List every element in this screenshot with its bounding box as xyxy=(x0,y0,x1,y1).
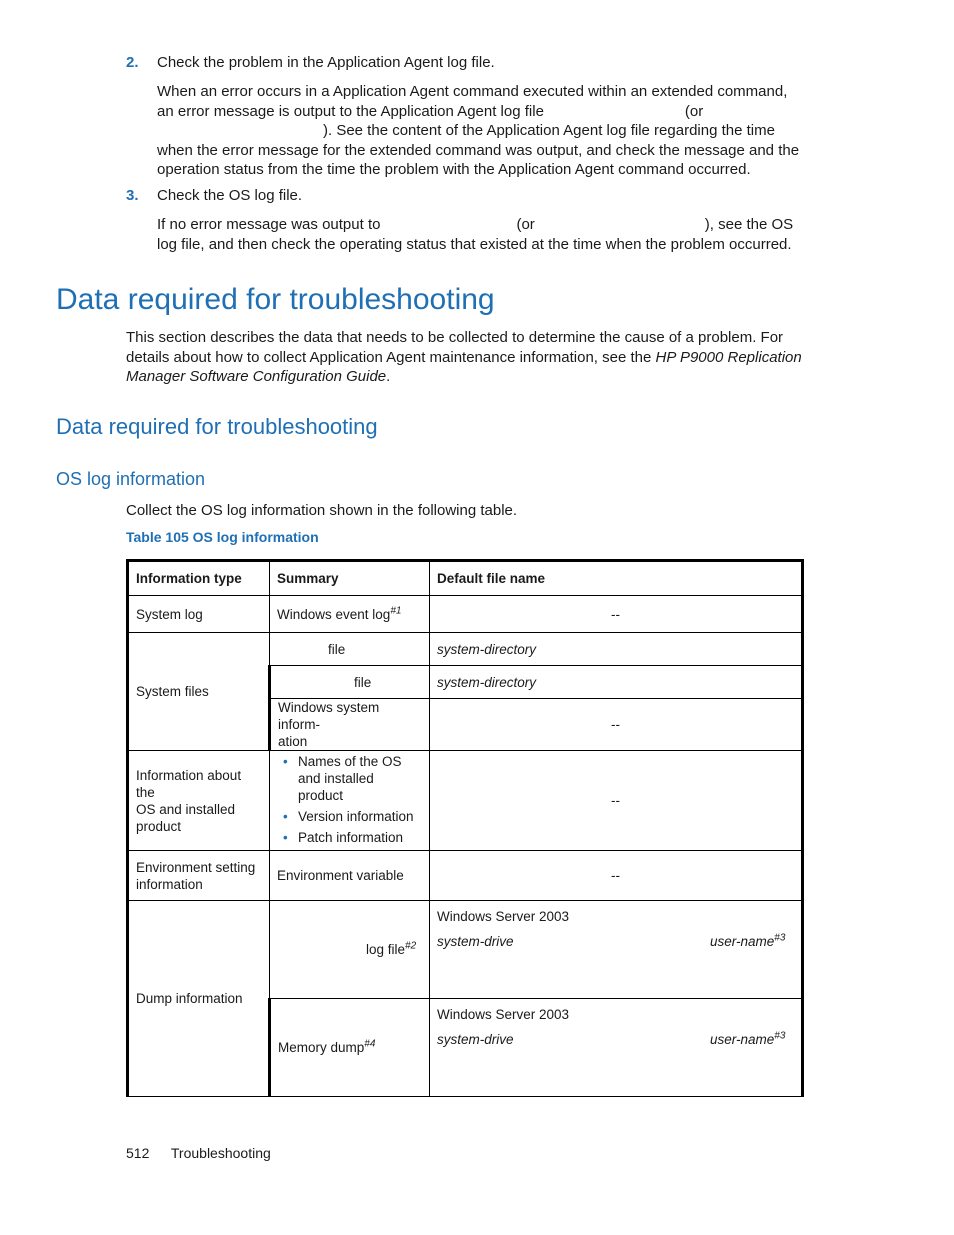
cell-summary: file xyxy=(270,633,430,666)
step-2-line: ). See the content of the Application Agent log file regarding the time xyxy=(323,122,775,139)
cell-summary xyxy=(270,751,430,851)
bullet-list xyxy=(277,753,422,846)
step-2-line: operation status from the time the problem with the Application Agent command occurred. xyxy=(157,161,751,178)
collect-text: Collect the OS log information shown in the following table. xyxy=(126,502,518,519)
cell-summary: Windows system inform- ation xyxy=(270,699,430,751)
cell-type: Environment setting information xyxy=(128,851,270,901)
step-2-body xyxy=(157,82,807,180)
page-number: 512 xyxy=(126,1145,150,1161)
cell-summary: Environment variable xyxy=(270,851,430,901)
step-2-line: an error message is output to the Application Agent log file (or xyxy=(157,102,704,120)
section-heading: OS log information xyxy=(56,469,206,489)
cell-summary: file xyxy=(270,666,430,699)
step-3-line: log file, and then check the operating status that existed at the time when the problem occurred. xyxy=(157,235,792,253)
table-caption: Table 105 OS log information xyxy=(126,529,319,545)
step-number-3: 3. xyxy=(126,187,139,204)
cell-file: -- xyxy=(430,699,803,751)
table-row xyxy=(128,633,803,666)
step-title-3: Check the OS log file. xyxy=(157,187,303,204)
os-log-table xyxy=(126,559,804,1097)
table-header-row xyxy=(128,561,803,596)
cell-type: System files xyxy=(128,633,270,751)
footer-section: Troubleshooting xyxy=(170,1145,271,1161)
list-item: • Patch information xyxy=(283,830,404,845)
bullet-icon: • xyxy=(283,754,288,769)
cell-type: Information about the OS and installed product xyxy=(128,751,270,851)
step-2-line: When an error occurs in a Application Agent command executed within an extended command, xyxy=(157,83,788,100)
cell-file: -- xyxy=(430,596,803,633)
list-item: • Names of the OS and installed product xyxy=(283,754,402,803)
cell-file: -- xyxy=(430,751,803,851)
cell-summary: log file$^{\#2}$ xyxy=(270,901,430,999)
cell-summary: Memory dump$^{\#4}$ xyxy=(270,999,430,1097)
intro-paragraph: This section describes the data that needs to be collected to determine the cause of a problem. For details about how to collect Application Agent maintenance information, see the HP P9000 Replication Manager Software Configuration Guide. xyxy=(126,329,802,385)
step-2-line: when the error message for the extended command was output, and check the message and the xyxy=(157,141,800,159)
cell-file: Windows Server 2003 system-drive user-name$^{\#3}$ xyxy=(430,901,803,999)
list-item: • Version information xyxy=(283,809,414,824)
bullet-icon: • xyxy=(283,809,288,824)
main-heading: Data required for troubleshooting xyxy=(56,283,495,316)
step-number-2: 2. xyxy=(126,54,139,71)
cell-type: Dump information xyxy=(128,901,270,1097)
step-3-line: If no error message was output to (or ), see the OS xyxy=(157,216,794,233)
cell-type: System log xyxy=(128,596,270,633)
table-row xyxy=(128,851,803,901)
header-information-type: Information type xyxy=(128,561,270,596)
step-title-2: Check the problem in the Application Agent log file. xyxy=(157,54,495,71)
table-row xyxy=(128,901,803,999)
cell-file: system-directory xyxy=(430,633,803,666)
cell-file: Windows Server 2003 system-drive user-name$^{\#3}$ xyxy=(430,999,803,1097)
header-default-file-name: Default file name xyxy=(430,561,803,596)
bullet-icon: • xyxy=(283,830,288,845)
cell-file: -- xyxy=(430,851,803,901)
sub-heading: Data required for troubleshooting xyxy=(56,414,378,439)
header-summary: Summary xyxy=(270,561,430,596)
step-3-body xyxy=(157,215,807,254)
cell-file: system-directory xyxy=(430,666,803,699)
cell-summary: Windows event $\log^{\#1}$ xyxy=(270,596,430,633)
table-row xyxy=(128,751,803,851)
table-row xyxy=(128,596,803,633)
footer xyxy=(126,1145,271,1161)
